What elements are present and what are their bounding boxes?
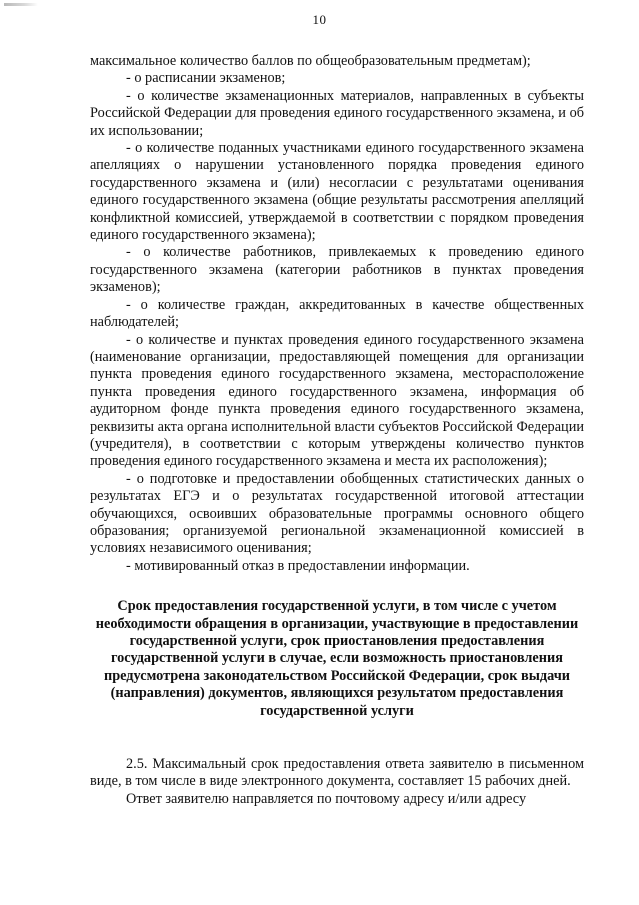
- list-item: - о количестве поданных участниками единого государственного экзамена апелляциях о нарушении установленного порядка проведения единого государственного экзамена и (или) несогласии с результатами оценивания единого государственного экзамена (общие результаты рассмотрения апелляций конфликтной комиссией, утверждаемой в соответствии с порядком проведения единого государственного экзамена);: [90, 140, 584, 244]
- section-spacer: [90, 720, 584, 756]
- list-intro: максимальное количество баллов по общеобразовательным предметам);: [90, 53, 531, 69]
- page-number: 10: [312, 12, 327, 27]
- list-item: - мотивированный отказ в предоставлении информации.: [126, 557, 470, 574]
- scan-artifact: [4, 3, 38, 6]
- list-item: - о подготовке и предоставлении обобщенных статистических данных о результатах ЕГЭ и о результатах государственной итоговой аттестации обучающихся, освоивших образовательные программы основного общего образования; организуемой региональной экзаменационной комиссией в условиях независимого оценивания;: [90, 470, 584, 557]
- list-item: - о количестве и пунктах проведения единого государственного экзамена (наименование организации, предоставляющей помещения для организации пункта проведения единого государственного экзамена, месторасположение пункта проведения единого государственного экзамена, информация об аудиторном фонде пункта проведения единого государственного экзамена, реквизиты акта органа исполнительной власти субъектов Российской Федерации (учредителя), в соответствии с которым утверждены количество пунктов проведения единого государственного экзамена и места их расположения);: [90, 331, 584, 470]
- paragraph-2-5: 2.5. Максимальный срок предоставления ответа заявителю в письменном виде, в том числе в виде электронного документа, составляет 15 рабочих дней.: [90, 756, 584, 790]
- list-item: - о расписании экзаменов;: [126, 70, 286, 87]
- paragraph-answer: Ответ заявителю направляется по почтовому адресу и/или адресу: [126, 790, 527, 807]
- document-body: [90, 53, 584, 808]
- list-item: - о количестве экзаменационных материалов, направленных в субъекты Российской Федерации для проведения единого государственного экзамена, и об их использовании;: [90, 87, 584, 139]
- section-title: Срок предоставления государственной услуги, в том числе с учетом необходимости обращения в организации, участвующие в предоставлении государственной услуги, срок приостановления предоставления государственной услуги в случае, если возможность приостановления предусмотрена законодательством Российской Федерации, срок выдачи (направления) документов, являющихся результатом предоставления государственной услуги: [95, 598, 579, 719]
- list-item: - о количестве работников, привлекаемых к проведению единого государственного экзамена (категории работников в пунктах проведения экзаменов);: [90, 244, 584, 296]
- list-item: - о количестве граждан, аккредитованных в качестве общественных наблюдателей;: [90, 296, 584, 331]
